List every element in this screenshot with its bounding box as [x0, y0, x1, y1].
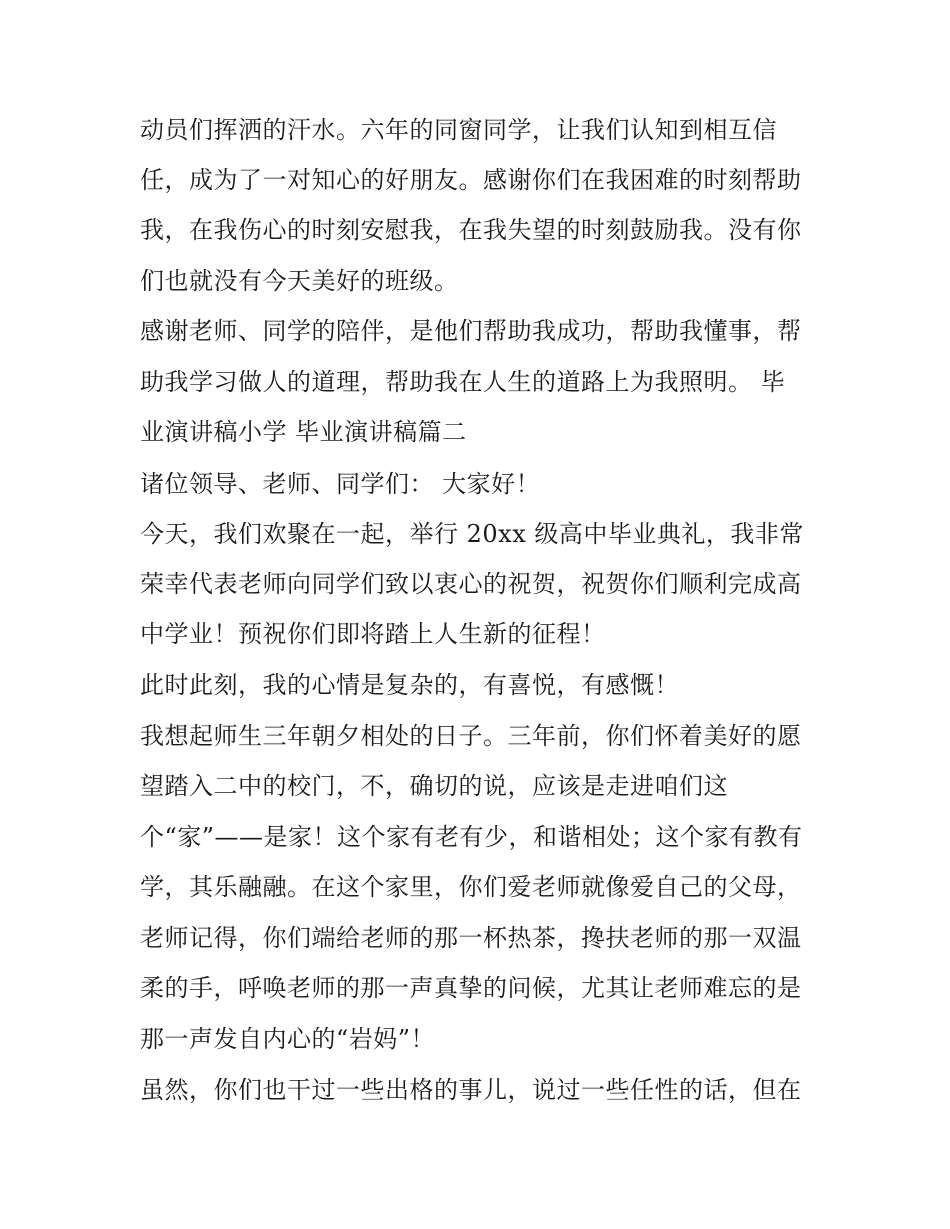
text-line-2: 任，成为了一对知心的好朋友。感谢你们在我困难的时刻帮助 — [140, 166, 802, 194]
text-line-3: 我，在我伤心的时刻安慰我，在我失望的时刻鼓励我。没有你 — [140, 216, 802, 244]
text-line-6: 助我学习做人的道理，帮助我在人生的道路上为我照明。 毕 — [140, 368, 786, 396]
text-line-13: 我想起师生三年朝夕相处的日子。三年前，你们怀着美好的愿 — [140, 722, 802, 750]
text-line-14: 望踏入二中的校门，不，确切的说，应该是走进咱们这 — [140, 772, 728, 800]
text-line-7: 业演讲稿小学 毕业演讲稿篇二 — [140, 418, 467, 446]
text-line-11: 中学业！预祝你们即将踏上人生新的征程！ — [140, 620, 606, 648]
text-line-19: 那一声发自内心的“岩妈”！ — [140, 1025, 436, 1053]
text-line-4: 们也就没有今天美好的班级。 — [140, 267, 459, 295]
text-line-12: 此时此刻，我的心情是复杂的，有喜悦，有感慨！ — [140, 671, 679, 699]
text-line-20: 虽然，你们也干过一些出格的事儿，说过一些任性的话，但在 — [140, 1076, 802, 1104]
text-line-1: 动员们挥洒的汗水。六年的同窗同学，让我们认知到相互信 — [140, 116, 777, 144]
text-line-17: 老师记得，你们端给老师的那一杯热茶，搀扶老师的那一双温 — [140, 924, 802, 952]
text-line-5: 感谢老师、同学的陪伴，是他们帮助我成功，帮助我懂事，帮 — [140, 317, 802, 345]
text-line-15: 个“家”——是家！这个家有老有少，和谐相处；这个家有教有 — [140, 823, 803, 851]
text-line-18: 柔的手，呼唤老师的那一声真挚的问候，尤其让老师难忘的是 — [140, 974, 802, 1002]
text-line-9: 今天，我们欢聚在一起，举行 20xx 级高中毕业典礼，我非常 — [140, 520, 804, 548]
text-line-10: 荣幸代表老师向同学们致以衷心的祝贺，祝贺你们顺利完成高 — [140, 570, 802, 598]
text-line-8: 诸位领导、老师、同学们： 大家好！ — [140, 470, 541, 498]
text-line-16: 学，其乐融融。在这个家里，你们爱老师就像爱自己的父母， — [140, 873, 802, 901]
